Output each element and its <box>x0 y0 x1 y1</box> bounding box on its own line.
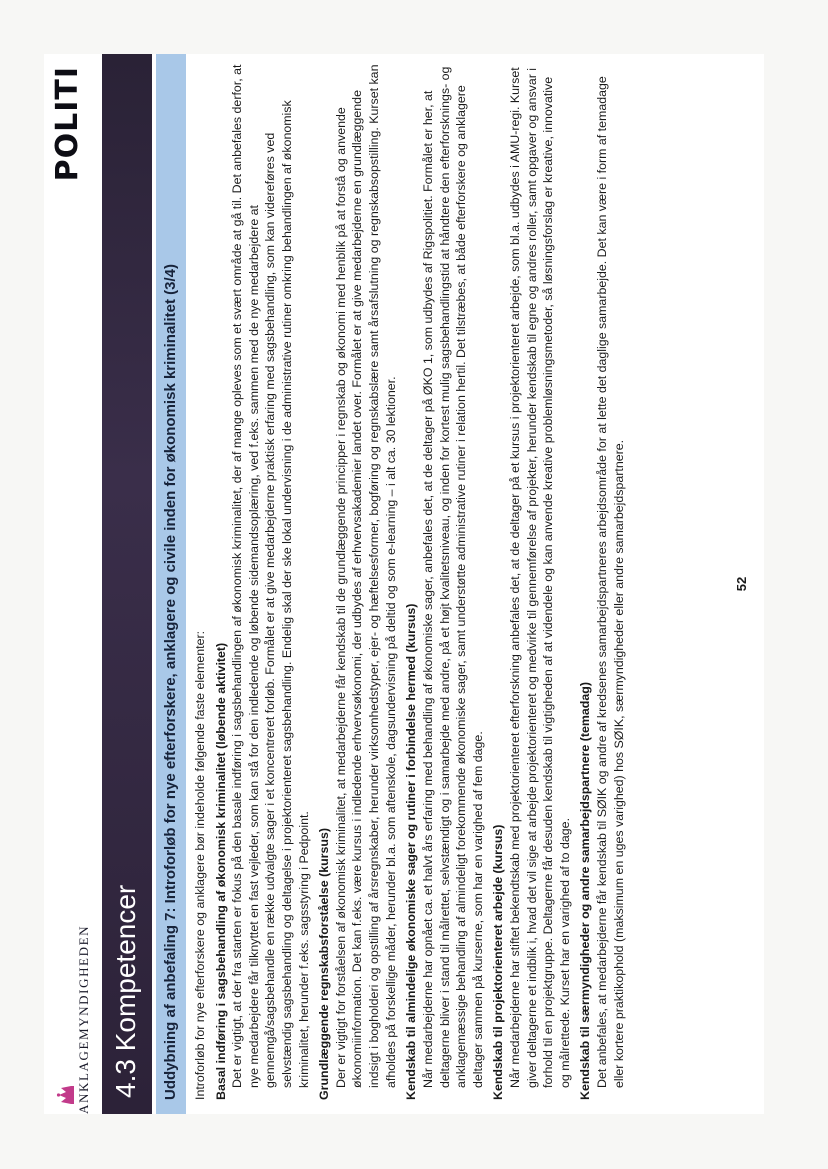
section-regnskabsforstaaelse <box>316 64 399 1100</box>
page-subtitle: Uddybning af anbefaling 7: Introforløb for nye efterforskere, anklagere og civile inden for økonomisk kriminalitet (3/4) <box>162 264 179 1100</box>
section-body: Der er vigtigt for forståelsen af økonomisk kriminalitet, at medarbejderne får kendskab til de grundlæggende principper i regnskab og økonomi med henblik på at forstå og anvende økonomiinformation. Det kan f.eks. være kursus i indledende erhvervsøkonomi, der udbydes af erhvervsakademier landet over. Formålet er at give medarbejderne en grundlæggende indsigt i bogholderi og opstilling af årsregnskaber, herunder virksomhedstyper, ejer- og hæftelsesformer, bogføring og regnskabslære samt årsafslutning og regnskabsopstilling. Kurset kan afholdes på forskellige måder, herunder bl.a. som aftenskole, dagsundervisning på deltid og som e-learning – i alt ca. 30 lektioner. <box>333 64 398 1088</box>
content-body <box>192 64 631 1100</box>
title-bar <box>102 54 152 1114</box>
section-body: Det er vigtigt, at der fra starten er fokus på den basale indføring i sagsbehandlingen af økonomisk kriminalitet, der af mange opleves som et svært område at gå til. Det anbefales derfor, at nye medarbejdere får tilknyttet en fast vejleder, som kan stå for den indledende og løbende sidemandsoplæring, ved f.eks. sammen med de nye medarbejdere at gennemgå/sagsbehandle en række udvalgte sager i et koncentreret forløb. Formålet er at give medarbejderne praktisk erfaring med sagsbehandling, som kan videreføres ved selvstændig sagsbehandling og deltagelse i projektorienteret sagsbehandling. Endelig skal der ske lokal undervisning i de administrative rutiner omkring behandlingen af økonomisk kriminalitet, herunder f.eks. sagsstyring i Pedpoint. <box>230 64 311 1088</box>
section-body: Når medarbejderne har stiftet bekendtskab med projektorienteret efterforskning anbefales det, at de deltager på et kursus i projektorienteret arbejde, som bl.a. udbydes i AMU-regi. Kurset giver deltagerne et indblik i, hvad det vil sige at arbejde projektorienteret og medvirke til gennemførelse af projekter, herunder kendskab til egne og andres roller, samt opgaver og ansvar i forhold til en projektgruppe. Deltagerne får desuden kendskab til vigtigheden af at videndele og kan anvende kreative problemløsningsmetoder, så løsningsforslag er kreative, innovative og målrettede. Kurset har en varighed af to dage. <box>507 67 572 1088</box>
intro-text: Introforløb for nye efterforskere og anklagere bør indeholde følgende faste elementer: <box>193 630 207 1100</box>
section-oekonomiske-sager <box>403 64 486 1100</box>
section-projektorienteret-arbejde <box>490 64 573 1100</box>
header <box>44 54 94 1114</box>
section-heading: Kendskab til projektorienteret arbejde (kursus) <box>491 824 506 1100</box>
rotated-slide <box>44 54 764 1114</box>
page-number: 52 <box>734 576 749 592</box>
subtitle-bar <box>156 54 186 1114</box>
police-logo: POLITI <box>50 66 85 182</box>
section-body: Det anbefales, at medarbejderne får kendskab til SØIK og andre af kredsenes samarbejdspartneres arbejdsområde for at lette det daglige samarbejde. Det kan være i form af temadage eller kortere praktikophold (maksimum en uges varighed) hos SØIK, særmyndigheder eller andre samarbejdspartnere. <box>595 76 626 1088</box>
section-heading: Kendskab til særmyndigheder og andre samarbejdspartnere (temadag) <box>578 682 593 1100</box>
section-body: Når medarbejderne har opnået ca. et halvt års erfaring med behandling af økonomiske sager, anbefales det, at de deltager på ØKO 1, som udbydes af Rigspolitiet. Formålet er her, at deltagerne bliver i stand til målrettet, selvstændigt og i samarbejde med andre, på et højt kvalitetsniveau, og inden for kortest mulig sagsbehandlingstid at håndtere den efterforsknings- og anklagemæssige behandling af almindeligt forekommende økonomiske sager, samt understøtte administrative rutiner i relation hertil. Det tilstræbes, at både efterforskere og anklagere deltager sammen på kurserne, som har en varighed af fem dage. <box>420 66 485 1088</box>
agency-logo <box>56 1084 76 1106</box>
agency-name: ANKLAGEMYNDIGHEDEN <box>76 924 91 1114</box>
section-heading: Basal indføring i sagsbehandling af økonomisk kriminalitet (løbende aktivitet) <box>213 642 228 1100</box>
section-heading: Kendskab til almindelige økonomiske sager og rutiner i forbindelse hermed (kursus) <box>404 603 419 1100</box>
section-saermyndigheder <box>577 64 627 1100</box>
page-title: 4.3 Kompetencer <box>110 884 141 1098</box>
crown-icon <box>56 1084 76 1106</box>
section-basal-indfoering <box>213 64 313 1100</box>
section-heading: Grundlæggende regnskabsforståelse (kursus) <box>317 828 332 1100</box>
